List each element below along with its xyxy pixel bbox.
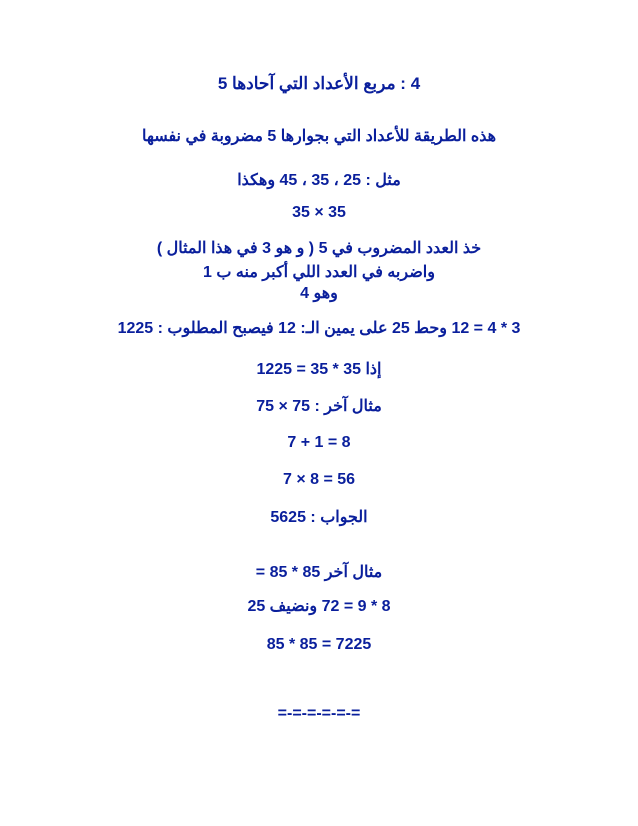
text-line: هذه الطريقة للأعداد التي بجوارها 5 مضروبة في نفسها xyxy=(141,128,497,145)
text-line: 35 × 35 xyxy=(292,204,346,221)
text-line: واضربه في العدد اللي أكبر منه ب 1 xyxy=(203,264,435,281)
text-line: 7 + 1 = 8 xyxy=(287,434,351,451)
divider-line: =-=-=-=-=-= xyxy=(277,705,361,722)
text-line: الجواب : 5625 xyxy=(270,509,368,526)
text-line: مثال آخر : 75 × 75 xyxy=(256,398,382,415)
text-line: إذا 35 * 35 = 1225 xyxy=(256,361,382,378)
text-line: 3 * 4 = 12 وحط 25 على يمين الـ: 12 فيصبح المطلوب : 1225 xyxy=(117,320,521,337)
text-line: 85 * 85 = 7225 xyxy=(266,636,372,653)
text-line: مثال آخر 85 * 85 = xyxy=(255,564,383,581)
text-line: وهو 4 xyxy=(300,285,338,302)
text-line: 7 × 8 = 56 xyxy=(282,471,356,488)
section-heading: 4 : مربع الأعداد التي آحادها 5 xyxy=(217,74,421,93)
text-line: 8 * 9 = 72 ونضيف 25 xyxy=(247,598,391,615)
text-line: خذ العدد المضروب في 5 ( و هو 3 في هذا المثال ) xyxy=(156,240,482,257)
text-line: مثل : 25 ، 35 ، 45 وهكذا xyxy=(237,172,401,189)
